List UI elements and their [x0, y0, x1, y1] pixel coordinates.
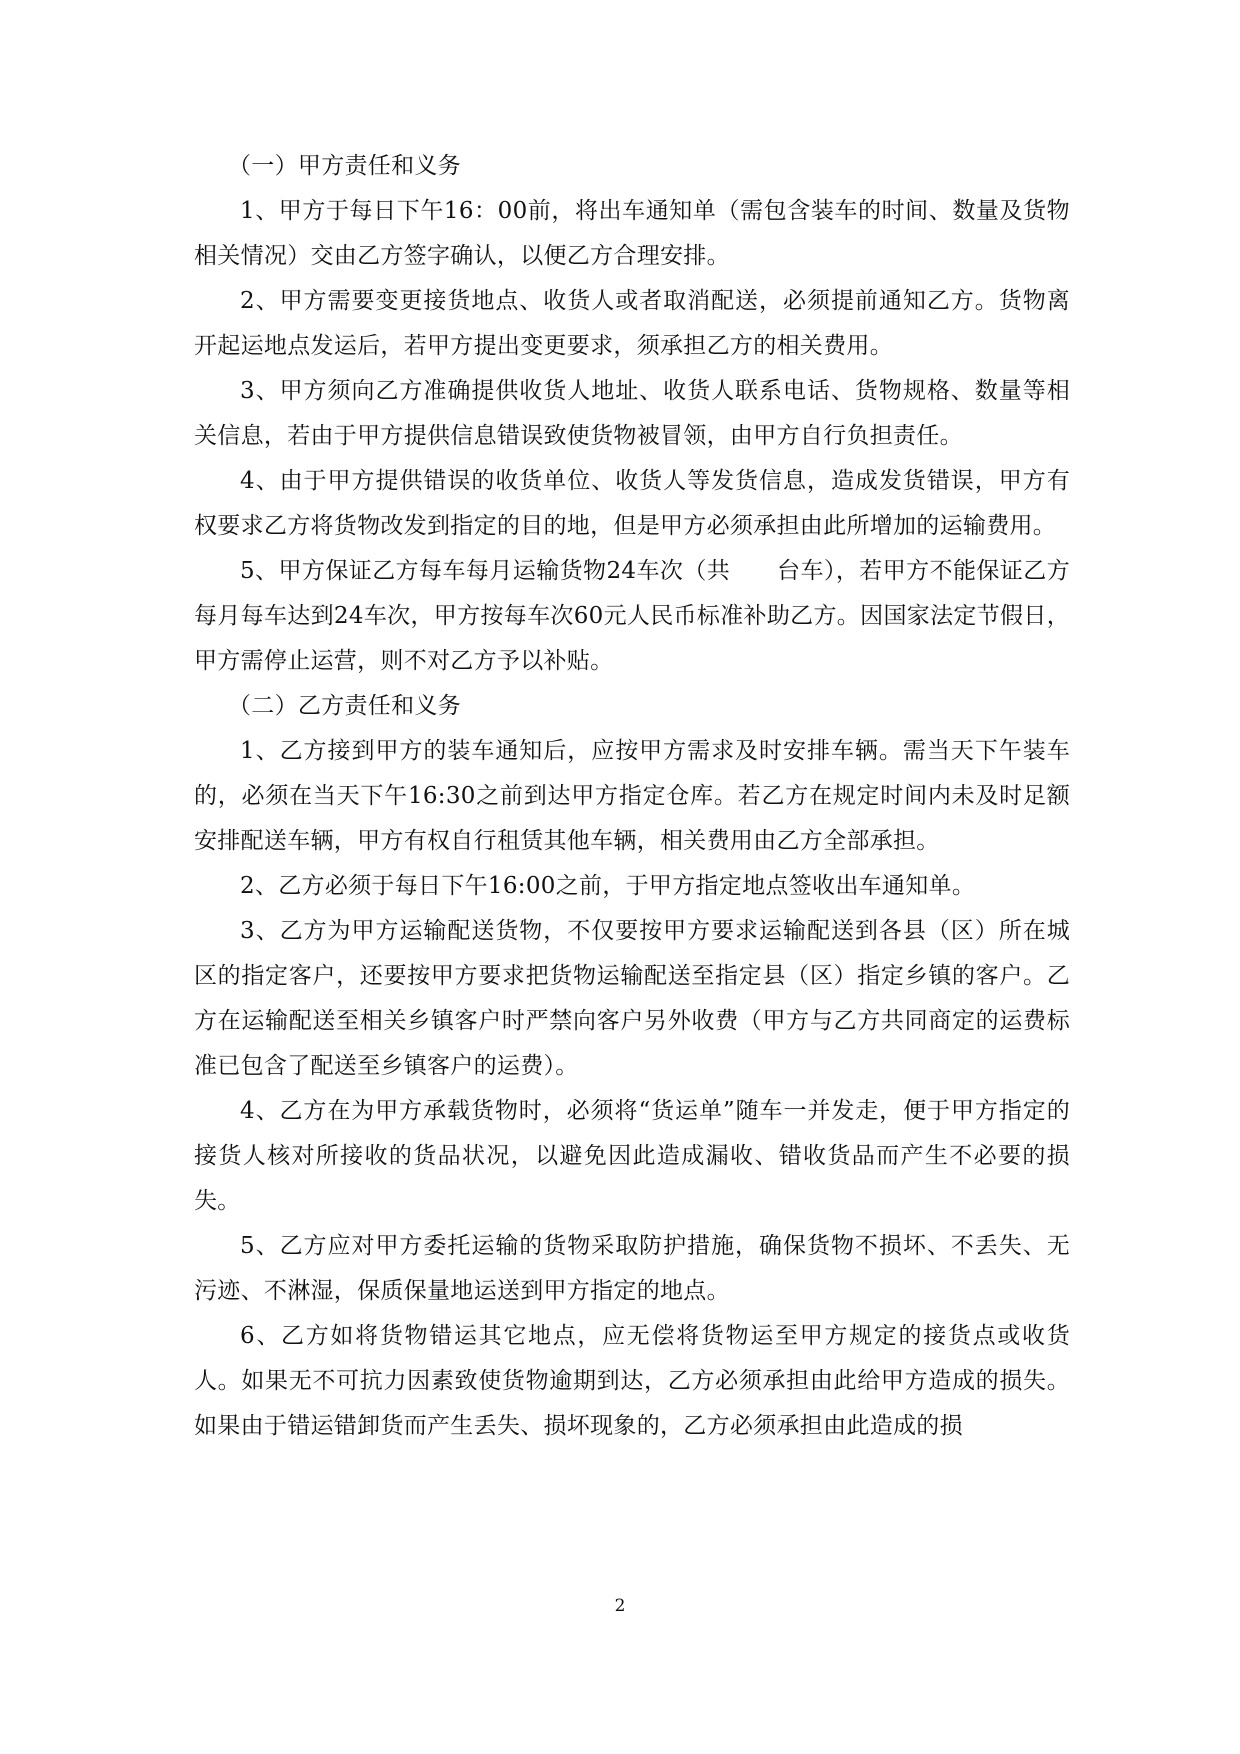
party-a-clause-1: 1、甲方于每日下午16：00前，将出车通知单（需包含装车的时间、数量及货物相关情况）交由乙方签字确认，以便乙方合理安排。	[194, 198, 1070, 269]
page-number: 2	[614, 1596, 626, 1616]
party-a-clause-2: 2、甲方需要变更接货地点、收货人或者取消配送，必须提前通知乙方。货物离开起运地点发运后，若甲方提出变更要求，须承担乙方的相关费用。	[194, 288, 1070, 359]
party-b-clause-6: 6、乙方如将货物错运其它地点，应无偿将货物运至甲方规定的接货点或收货人。如果无不可抗力因素致使货物逾期到达，乙方必须承担由此给甲方造成的损失。如果由于错运错卸货而产生丢失、损坏现象的，乙方必须承担由此造成的损	[194, 1323, 1070, 1439]
party-a-clause-5: 5、甲方保证乙方每车每月运输货物24车次（共 台车），若甲方不能保证乙方每月每车达到24车次，甲方按每车次60元人民币标准补助乙方。因国家法定节假日，甲方需停止运营，则不对乙方予以补贴。	[194, 558, 1070, 674]
party-b-clause-1: 1、乙方接到甲方的装车通知后，应按甲方需求及时安排车辆。需当天下午装车的，必须在当天下午16:30之前到达甲方指定仓库。若乙方在规定时间内未及时足额安排配送车辆，甲方有权自行租赁其他车辆，相关费用由乙方全部承担。	[194, 738, 1070, 854]
party-b-clause-5: 5、乙方应对甲方委托运输的货物采取防护措施，确保货物不损坏、不丢失、无污迹、不淋湿，保质保量地运送到甲方指定的地点。	[194, 1233, 1070, 1304]
section-heading-party-b: （二）乙方责任和义务	[228, 693, 461, 719]
document-body	[194, 144, 1070, 1449]
party-b-clause-4: 4、乙方在为甲方承载货物时，必须将“货运单”随车一并发走，便于甲方指定的接货人核对所接收的货品状况，以避免因此造成漏收、错收货品而产生不必要的损失。	[194, 1098, 1070, 1214]
section-heading-party-a: （一）甲方责任和义务	[228, 153, 461, 179]
party-a-clause-4: 4、由于甲方提供错误的收货单位、收货人等发货信息，造成发货错误，甲方有权要求乙方将货物改发到指定的目的地，但是甲方必须承担由此所增加的运输费用。	[194, 468, 1070, 539]
party-a-clause-3: 3、甲方须向乙方准确提供收货人地址、收货人联系电话、货物规格、数量等相关信息，若由于甲方提供信息错误致使货物被冒领，由甲方自行负担责任。	[194, 378, 1070, 449]
party-b-clause-2: 2、乙方必须于每日下午16:00之前，于甲方指定地点签收出车通知单。	[240, 873, 976, 899]
party-b-clause-3: 3、乙方为甲方运输配送货物，不仅要按甲方要求运输配送到各县（区）所在城区的指定客户，还要按甲方要求把货物运输配送至指定县（区）指定乡镇的客户。乙方在运输配送至相关乡镇客户时严禁向客户另外收费（甲方与乙方共同商定的运费标准已包含了配送至乡镇客户的运费）。	[194, 918, 1070, 1079]
